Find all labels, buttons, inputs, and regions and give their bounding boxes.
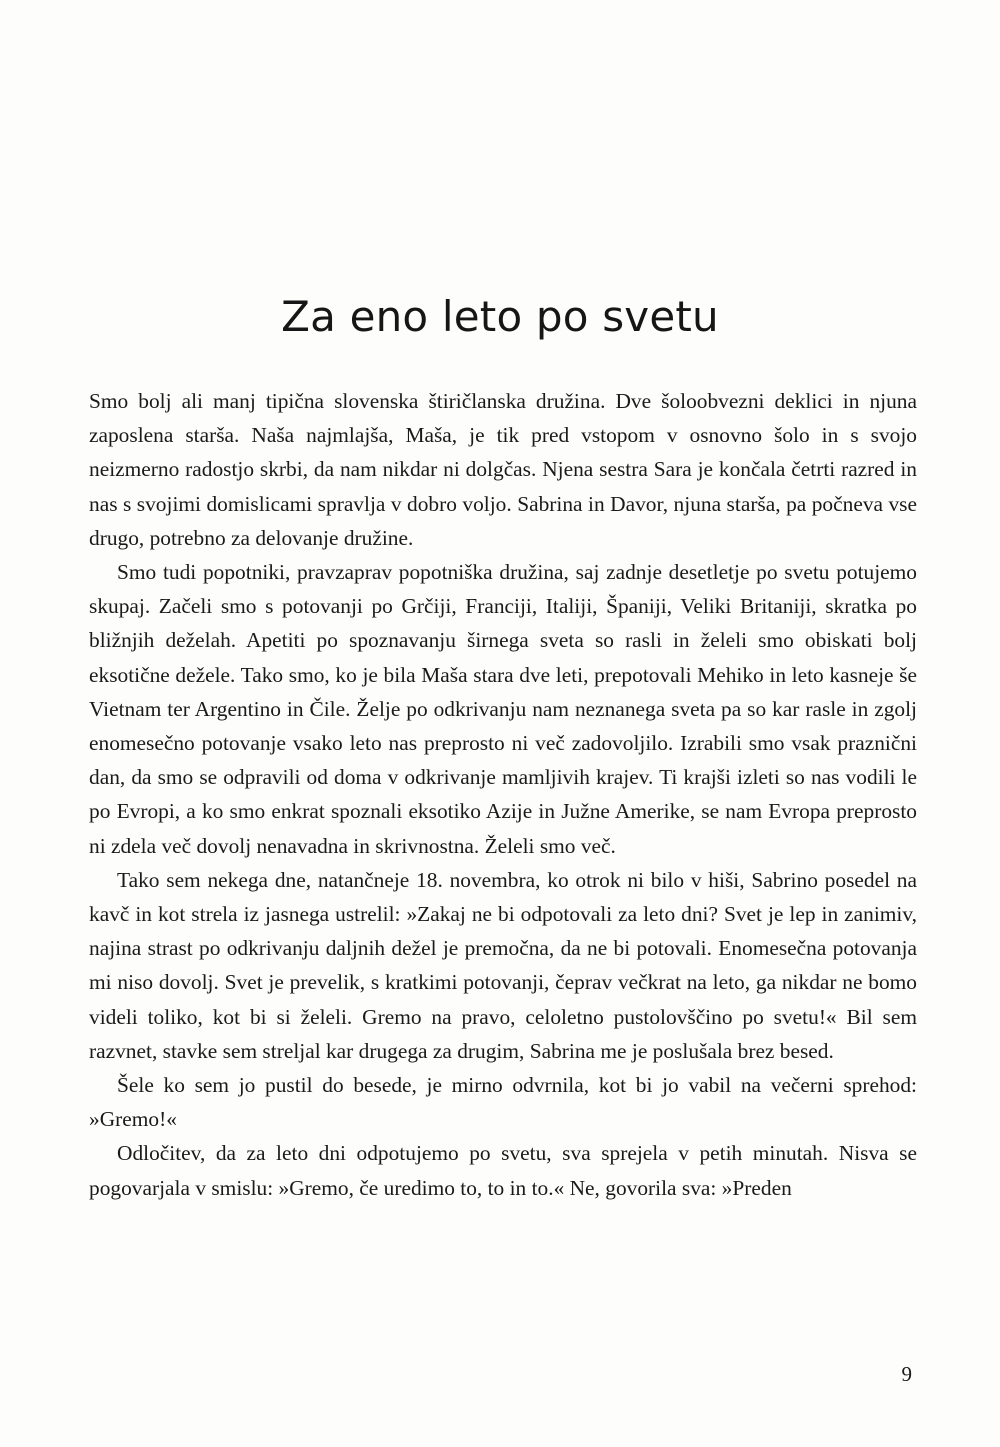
paragraph-3: Tako sem nekega dne, natančneje 18. novembra, ko otrok ni bilo v hiši, Sabrino posedel na kavč in kot strela iz jasnega ustrelil: »Zakaj ne bi odpotovali za leto dni? Svet je lep in zanimiv, najina strast po odkrivanju daljnih dežel je premočna, da ne bi potovali. Enomesečna potovanja mi niso dovolj. Svet je prevelik, s kratkimi potovanji, čeprav večkrat na leto, ga nikdar ne bomo videli toliko, kot bi si želeli. Gremo na pravo, celoletno pustolovščino po svetu!« Bil sem razvnet, stavke sem streljal kar drugega za drugim, Sabrina me je poslušala brez besed. xyxy=(89,867,917,1063)
paragraph-4: Šele ko sem jo pustil do besede, je mirno odvrnila, kot bi jo vabil na večerni sprehod: »Gremo!« xyxy=(89,1073,917,1132)
paragraph-2: Smo tudi popotniki, pravzaprav popotniška družina, saj zadnje desetletje po svetu potujemo skupaj. Začeli smo s potovanji po Grčiji, Franciji, Italiji, Španiji, Veliki Britaniji, skratka po bližnjih deželah. Apetiti po spoznavanju širnega sveta so rasli in želeli smo obiskati bolj eksotične dežele. Tako smo, ko je bila Maša stara dve leti, prepotovali Mehiko in leto kasneje še Vietnam ter Argentino in Čile. Želje po odkrivanju nam neznanega sveta pa so kar rasle in zgolj enomesečno potovanje vsako leto nas preprosto ni več zadovoljilo. Izrabili smo vsak praznični dan, da smo se odpravili od doma v odkrivanje mamljivih krajev. Ti krajši izleti so nas vodili le po Evropi, a ko smo enkrat spoznali eksotiko Azije in Južne Amerike, se nam Evropa preprosto ni zdela več dovolj nenavadna in skrivnostna. Želeli smo več. xyxy=(89,560,917,858)
paragraph-5: Odločitev, da za leto dni odpotujemo po svetu, sva sprejela v petih minutah. Nisva se pogovarjala v smislu: »Gremo, če uredimo to, to in to.« Ne, govorila sva: »Preden xyxy=(89,1141,917,1200)
page-number: 9 xyxy=(901,1362,912,1386)
paragraph-1: Smo bolj ali manj tipična slovenska štiričlanska družina. Dve šoloobvezni deklici in njuna zaposlena starša. Naša najmlajša, Maša, je tik pred vstopom v osnovno šolo in s svojo neizmerno radostjo skrbi, da nam nikdar ni dolgčas. Njena sestra Sara je končala četrti razred in nas s svojimi domislicami spravlja v dobro voljo. Sabrina in Davor, njuna starša, pa počneva vse drugo, potrebno za delovanje družine. xyxy=(89,389,917,550)
chapter-title: Za eno leto po svetu xyxy=(281,292,719,341)
body-text xyxy=(89,384,917,1205)
